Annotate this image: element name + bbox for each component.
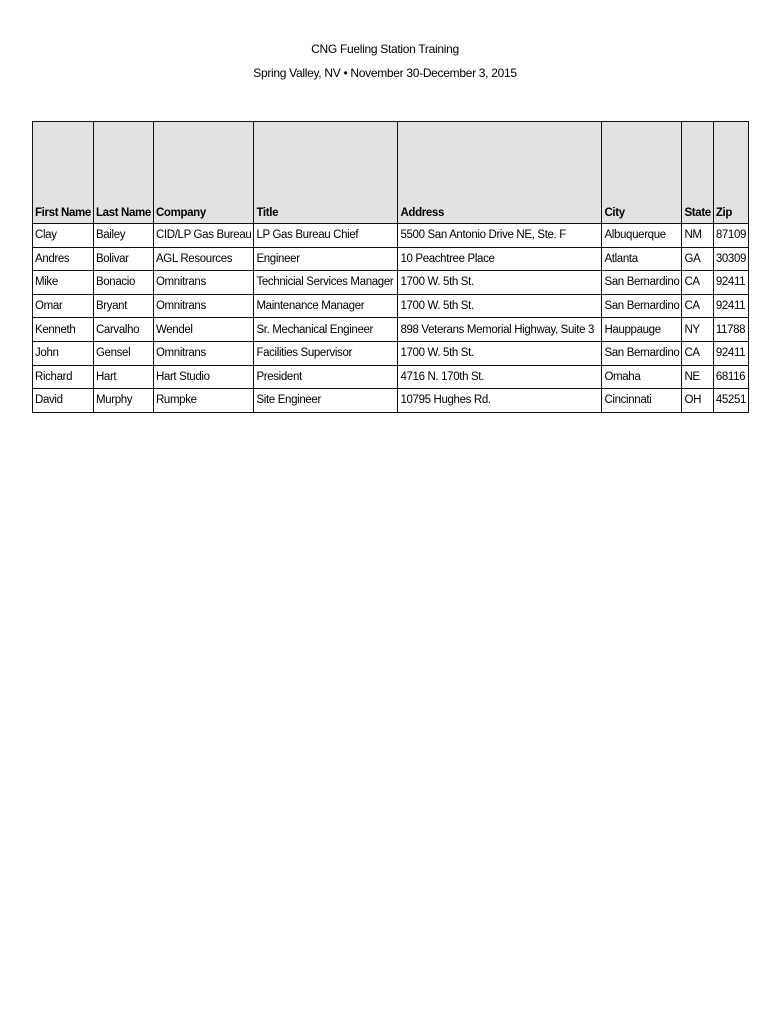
title-cell: Facilities Supervisor <box>254 341 398 365</box>
state-cell: OH <box>682 389 713 413</box>
address-cell: 5500 San Antonio Drive NE, Ste. F <box>398 224 602 248</box>
state-cell: CA <box>682 294 713 318</box>
company-cell: Omnitrans <box>153 271 253 295</box>
zip-cell: 92411 <box>713 271 748 295</box>
address-cell: 898 Veterans Memorial Highway, Suite 3 <box>398 318 602 342</box>
state-cell: CA <box>682 341 713 365</box>
table-row <box>33 389 749 413</box>
city-cell: Omaha <box>602 365 682 389</box>
attendee-table <box>32 121 749 413</box>
last-name-cell: Hart <box>93 365 153 389</box>
column-header-state: State <box>682 122 713 224</box>
company-cell: Omnitrans <box>153 294 253 318</box>
zip-cell: 45251 <box>713 389 748 413</box>
document-title: CNG Fueling Station Training <box>311 42 459 56</box>
address-cell: 1700 W. 5th St. <box>398 294 602 318</box>
zip-cell: 92411 <box>713 341 748 365</box>
column-header-first-name: First Name <box>33 122 94 224</box>
zip-cell: 11788 <box>713 318 748 342</box>
last-name-cell: Carvalho <box>93 318 153 342</box>
title-cell: Technicial Services Manager <box>254 271 398 295</box>
address-cell: 10795 Hughes Rd. <box>398 389 602 413</box>
company-cell: Rumpke <box>153 389 253 413</box>
title-cell: Engineer <box>254 247 398 271</box>
company-cell: Wendel <box>153 318 253 342</box>
document-subtitle: Spring Valley, NV • November 30-December 3, 2015 <box>253 66 517 80</box>
company-cell: Hart Studio <box>153 365 253 389</box>
table-row <box>33 294 749 318</box>
city-cell: San Bernardino <box>602 271 682 295</box>
first-name-cell: David <box>33 389 94 413</box>
first-name-cell: Omar <box>33 294 94 318</box>
first-name-cell: Clay <box>33 224 94 248</box>
table-row <box>33 318 749 342</box>
first-name-cell: Richard <box>33 365 94 389</box>
table-row <box>33 341 749 365</box>
city-cell: Hauppauge <box>602 318 682 342</box>
column-header-title: Title <box>254 122 398 224</box>
last-name-cell: Bonacio <box>93 271 153 295</box>
title-cell: LP Gas Bureau Chief <box>254 224 398 248</box>
zip-cell: 30309 <box>713 247 748 271</box>
state-cell: GA <box>682 247 713 271</box>
column-header-address: Address <box>398 122 602 224</box>
column-header-last-name: Last Name <box>93 122 153 224</box>
address-cell: 10 Peachtree Place <box>398 247 602 271</box>
table-row <box>33 365 749 389</box>
column-header-zip: Zip <box>713 122 748 224</box>
first-name-cell: Mike <box>33 271 94 295</box>
title-cell: Maintenance Manager <box>254 294 398 318</box>
first-name-cell: Kenneth <box>33 318 94 342</box>
title-cell: President <box>254 365 398 389</box>
city-cell: Atlanta <box>602 247 682 271</box>
first-name-cell: John <box>33 341 94 365</box>
first-name-cell: Andres <box>33 247 94 271</box>
company-cell: CID/LP Gas Bureau <box>153 224 253 248</box>
state-cell: NY <box>682 318 713 342</box>
city-cell: San Bernardino <box>602 341 682 365</box>
column-header-company: Company <box>153 122 253 224</box>
company-cell: Omnitrans <box>153 341 253 365</box>
table-row <box>33 247 749 271</box>
last-name-cell: Bolivar <box>93 247 153 271</box>
city-cell: San Bernardino <box>602 294 682 318</box>
title-cell: Sr. Mechanical Engineer <box>254 318 398 342</box>
address-cell: 1700 W. 5th St. <box>398 341 602 365</box>
table-row <box>33 224 749 248</box>
zip-cell: 92411 <box>713 294 748 318</box>
last-name-cell: Murphy <box>93 389 153 413</box>
zip-cell: 68116 <box>713 365 748 389</box>
last-name-cell: Bailey <box>93 224 153 248</box>
title-cell: Site Engineer <box>254 389 398 413</box>
city-cell: Cincinnati <box>602 389 682 413</box>
city-cell: Albuquerque <box>602 224 682 248</box>
column-header-city: City <box>602 122 682 224</box>
table-header-row <box>33 122 749 224</box>
state-cell: NE <box>682 365 713 389</box>
last-name-cell: Gensel <box>93 341 153 365</box>
address-cell: 1700 W. 5th St. <box>398 271 602 295</box>
table-row <box>33 271 749 295</box>
zip-cell: 87109 <box>713 224 748 248</box>
last-name-cell: Bryant <box>93 294 153 318</box>
address-cell: 4716 N. 170th St. <box>398 365 602 389</box>
state-cell: NM <box>682 224 713 248</box>
state-cell: CA <box>682 271 713 295</box>
company-cell: AGL Resources <box>153 247 253 271</box>
